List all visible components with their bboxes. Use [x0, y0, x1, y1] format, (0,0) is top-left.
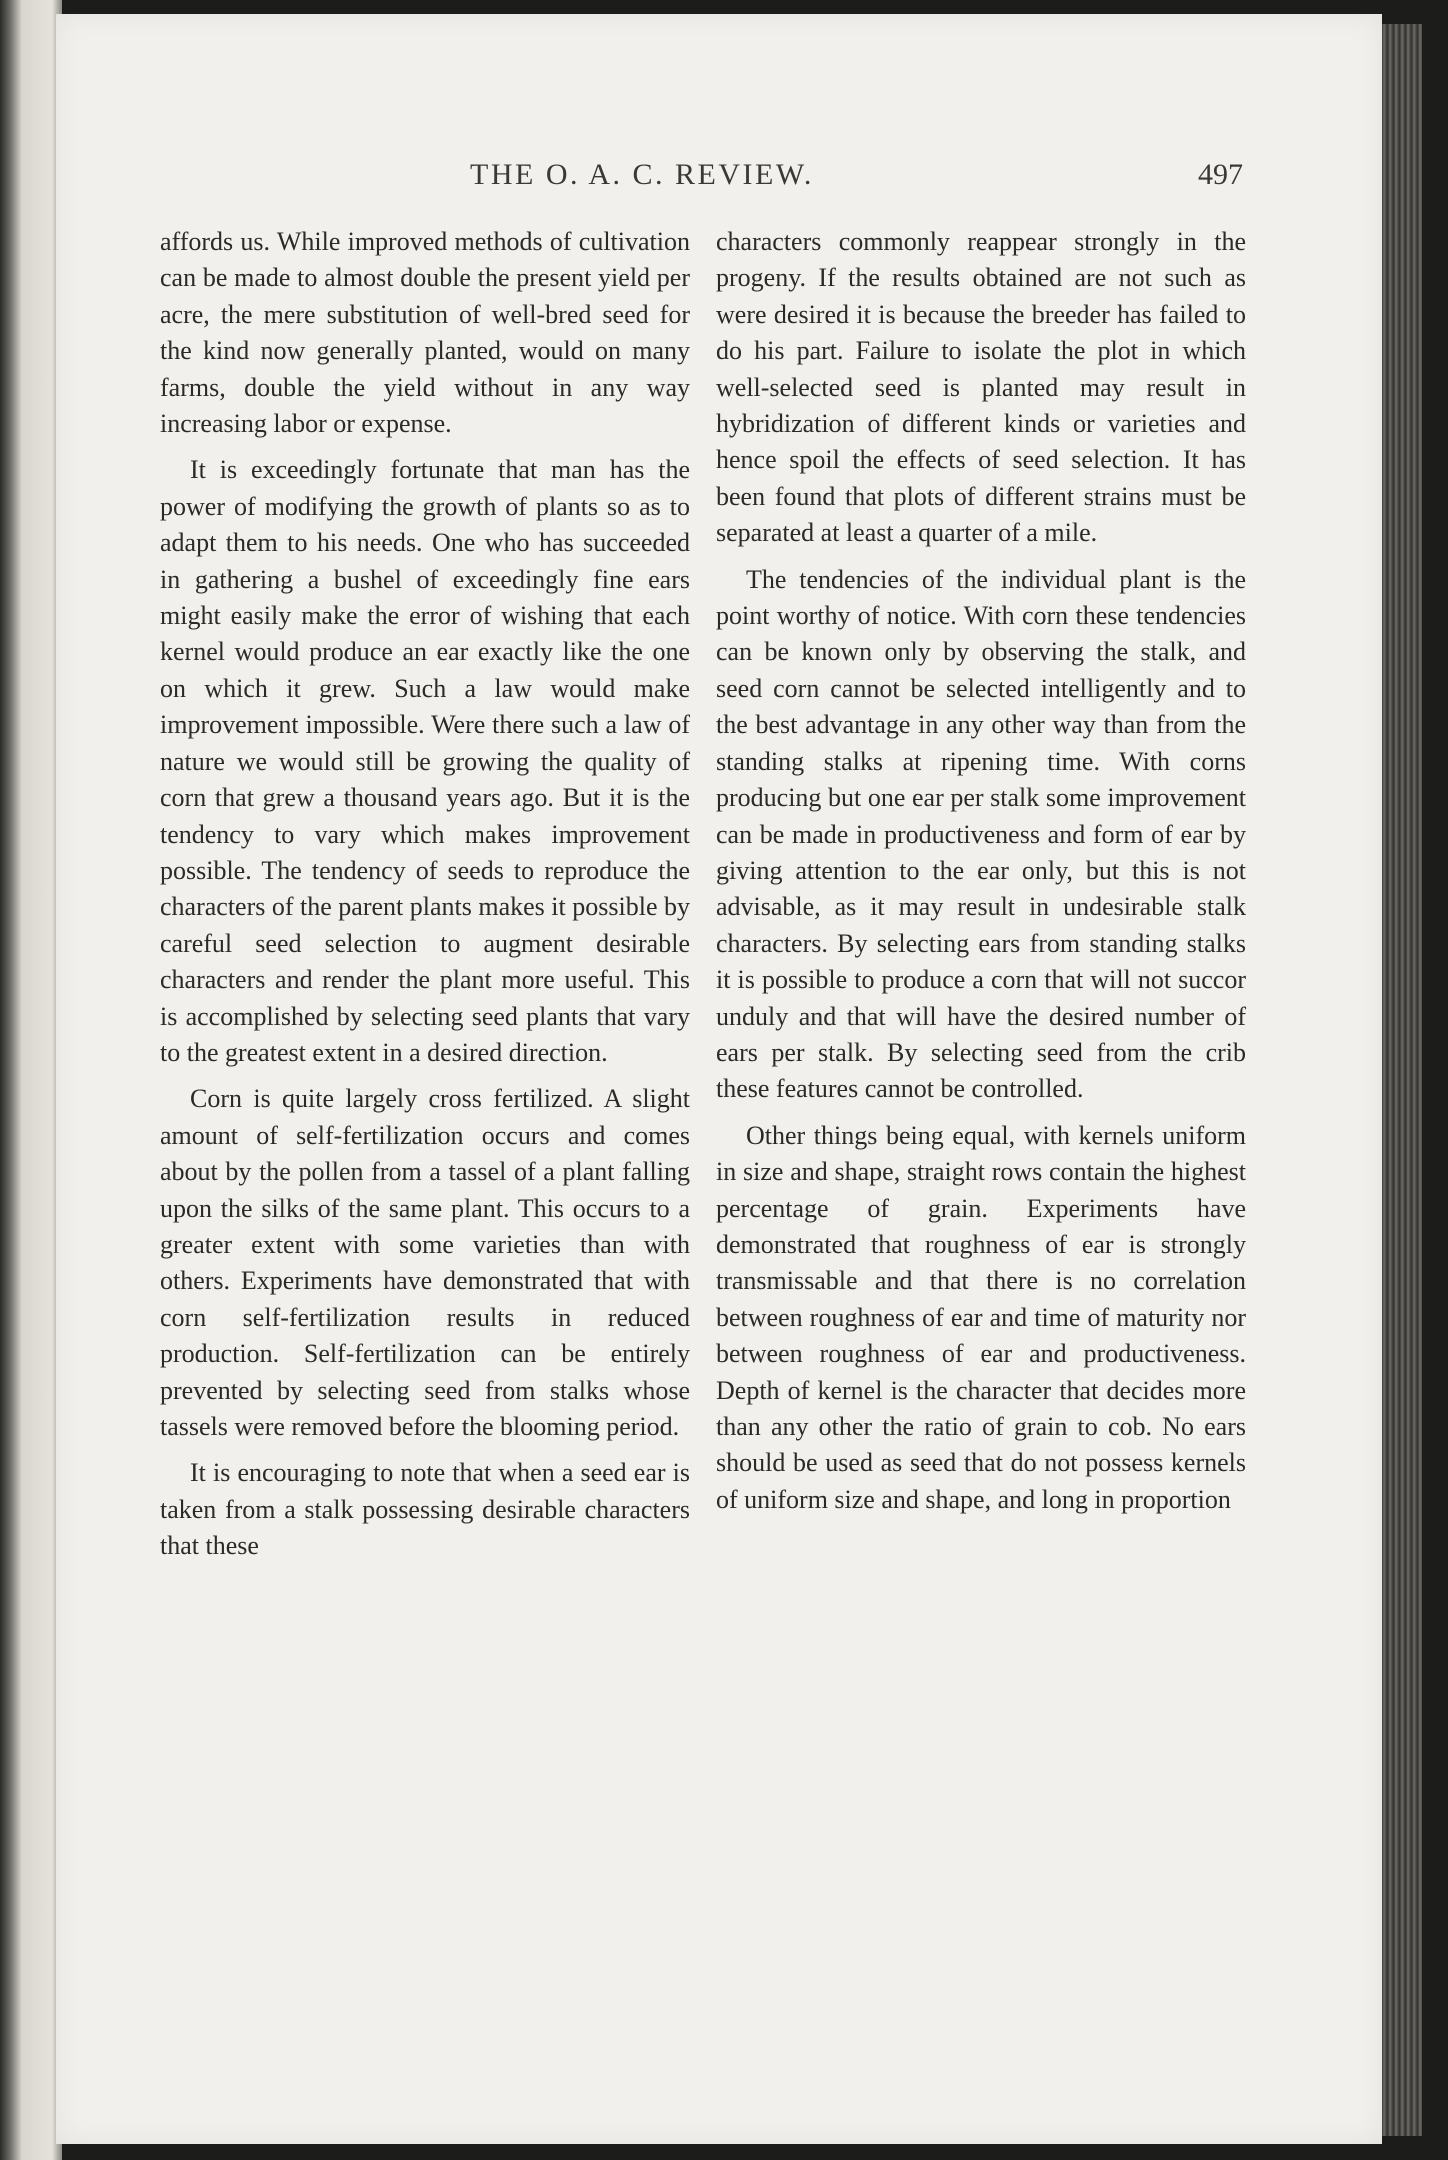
paragraph: Corn is quite largely cross fertilized. A slight amount of self-fertilization occurs and comes about by the pollen from a tassel of a plant falling upon the silks of the same plant. This occurs to a greater extent with some varieties than with others. Experiments have demonstrated that with corn self-fertilization results in reduced production. Self-fertilization can be entirely prevented by selecting seed from stalks whose tassels were removed before the blooming period.: [160, 1084, 690, 1441]
page-number: 497: [1198, 158, 1243, 191]
paragraph: The tendencies of the individual plant is the point worthy of notice. With corn these tendencies can be known only by observing the stalk, and seed corn cannot be selected intelligently and to the best advantage in any other way than from the standing stalks at ripening time. With corns producing but one ear per stalk some improvement can be made in productiveness and form of ear by giving attention to the ear only, but this is not advisable, as it may result in undesirable stalk characters. By selecting ears from standing stalks it is possible to produce a corn that will not succor unduly and that will have the desired number of ears per stalk. By selecting seed from the crib these features cannot be controlled.: [716, 564, 1246, 1104]
running-title: THE O. A. C. REVIEW.: [470, 158, 814, 191]
paragraph: Other things being equal, with kernels uniform in size and shape, straight rows contain the highest percentage of grain. Experiments have demonstrated that roughness of ear is strongly transmissable and that there is no correlation between roughness of ear and time of maturity nor between roughness of ear and productiveness. Depth of kernel is the character that decides more than any other the ratio of grain to cob. No ears should be used as seed that do not possess kernels of uniform size and shape, and long in proportion: [716, 1120, 1246, 1514]
page-stack-edge: [1382, 24, 1422, 2136]
facing-page-edge: [0, 0, 62, 2160]
paragraph: characters commonly reappear strongly in the progeny. If the results obtained are not such as were desired it is because the breeder has failed to do his part. Failure to isolate the plot in which well-selected seed is planted may result in hybridization of different kinds or varieties and hence spoil the effects of seed selection. It has been found that plots of different strains must be separated at least a quarter of a mile.: [716, 227, 1246, 548]
left-column: [160, 224, 690, 1565]
right-column: [716, 224, 1246, 1518]
paragraph: affords us. While improved methods of cultivation can be made to almost double the present yield per acre, the mere substitution of well-bred seed for the kind now generally planted, would on many farms, double the yield without in any way increasing labor or expense.: [160, 227, 690, 439]
paragraph: It is encouraging to note that when a seed ear is taken from a stalk possessing desirable characters that these: [160, 1458, 690, 1561]
paragraph: It is exceedingly fortunate that man has the power of modifying the growth of plants so as to adapt them to his needs. One who has succeeded in gathering a bushel of exceedingly fine ears might easily make the error of wishing that each kernel would produce an ear exactly like the one on which it grew. Such a law would make improvement impossible. Were there such a law of nature we would still be growing the quality of corn that grew a thousand years ago. But it is the tendency to vary which makes improvement possible. The tendency of seeds to reproduce the characters of the parent plants makes it possible by careful seed selection to augment desirable characters and render the plant more useful. This is accomplished by selecting seed plants that vary to the greatest extent in a desired direction.: [160, 455, 690, 1067]
